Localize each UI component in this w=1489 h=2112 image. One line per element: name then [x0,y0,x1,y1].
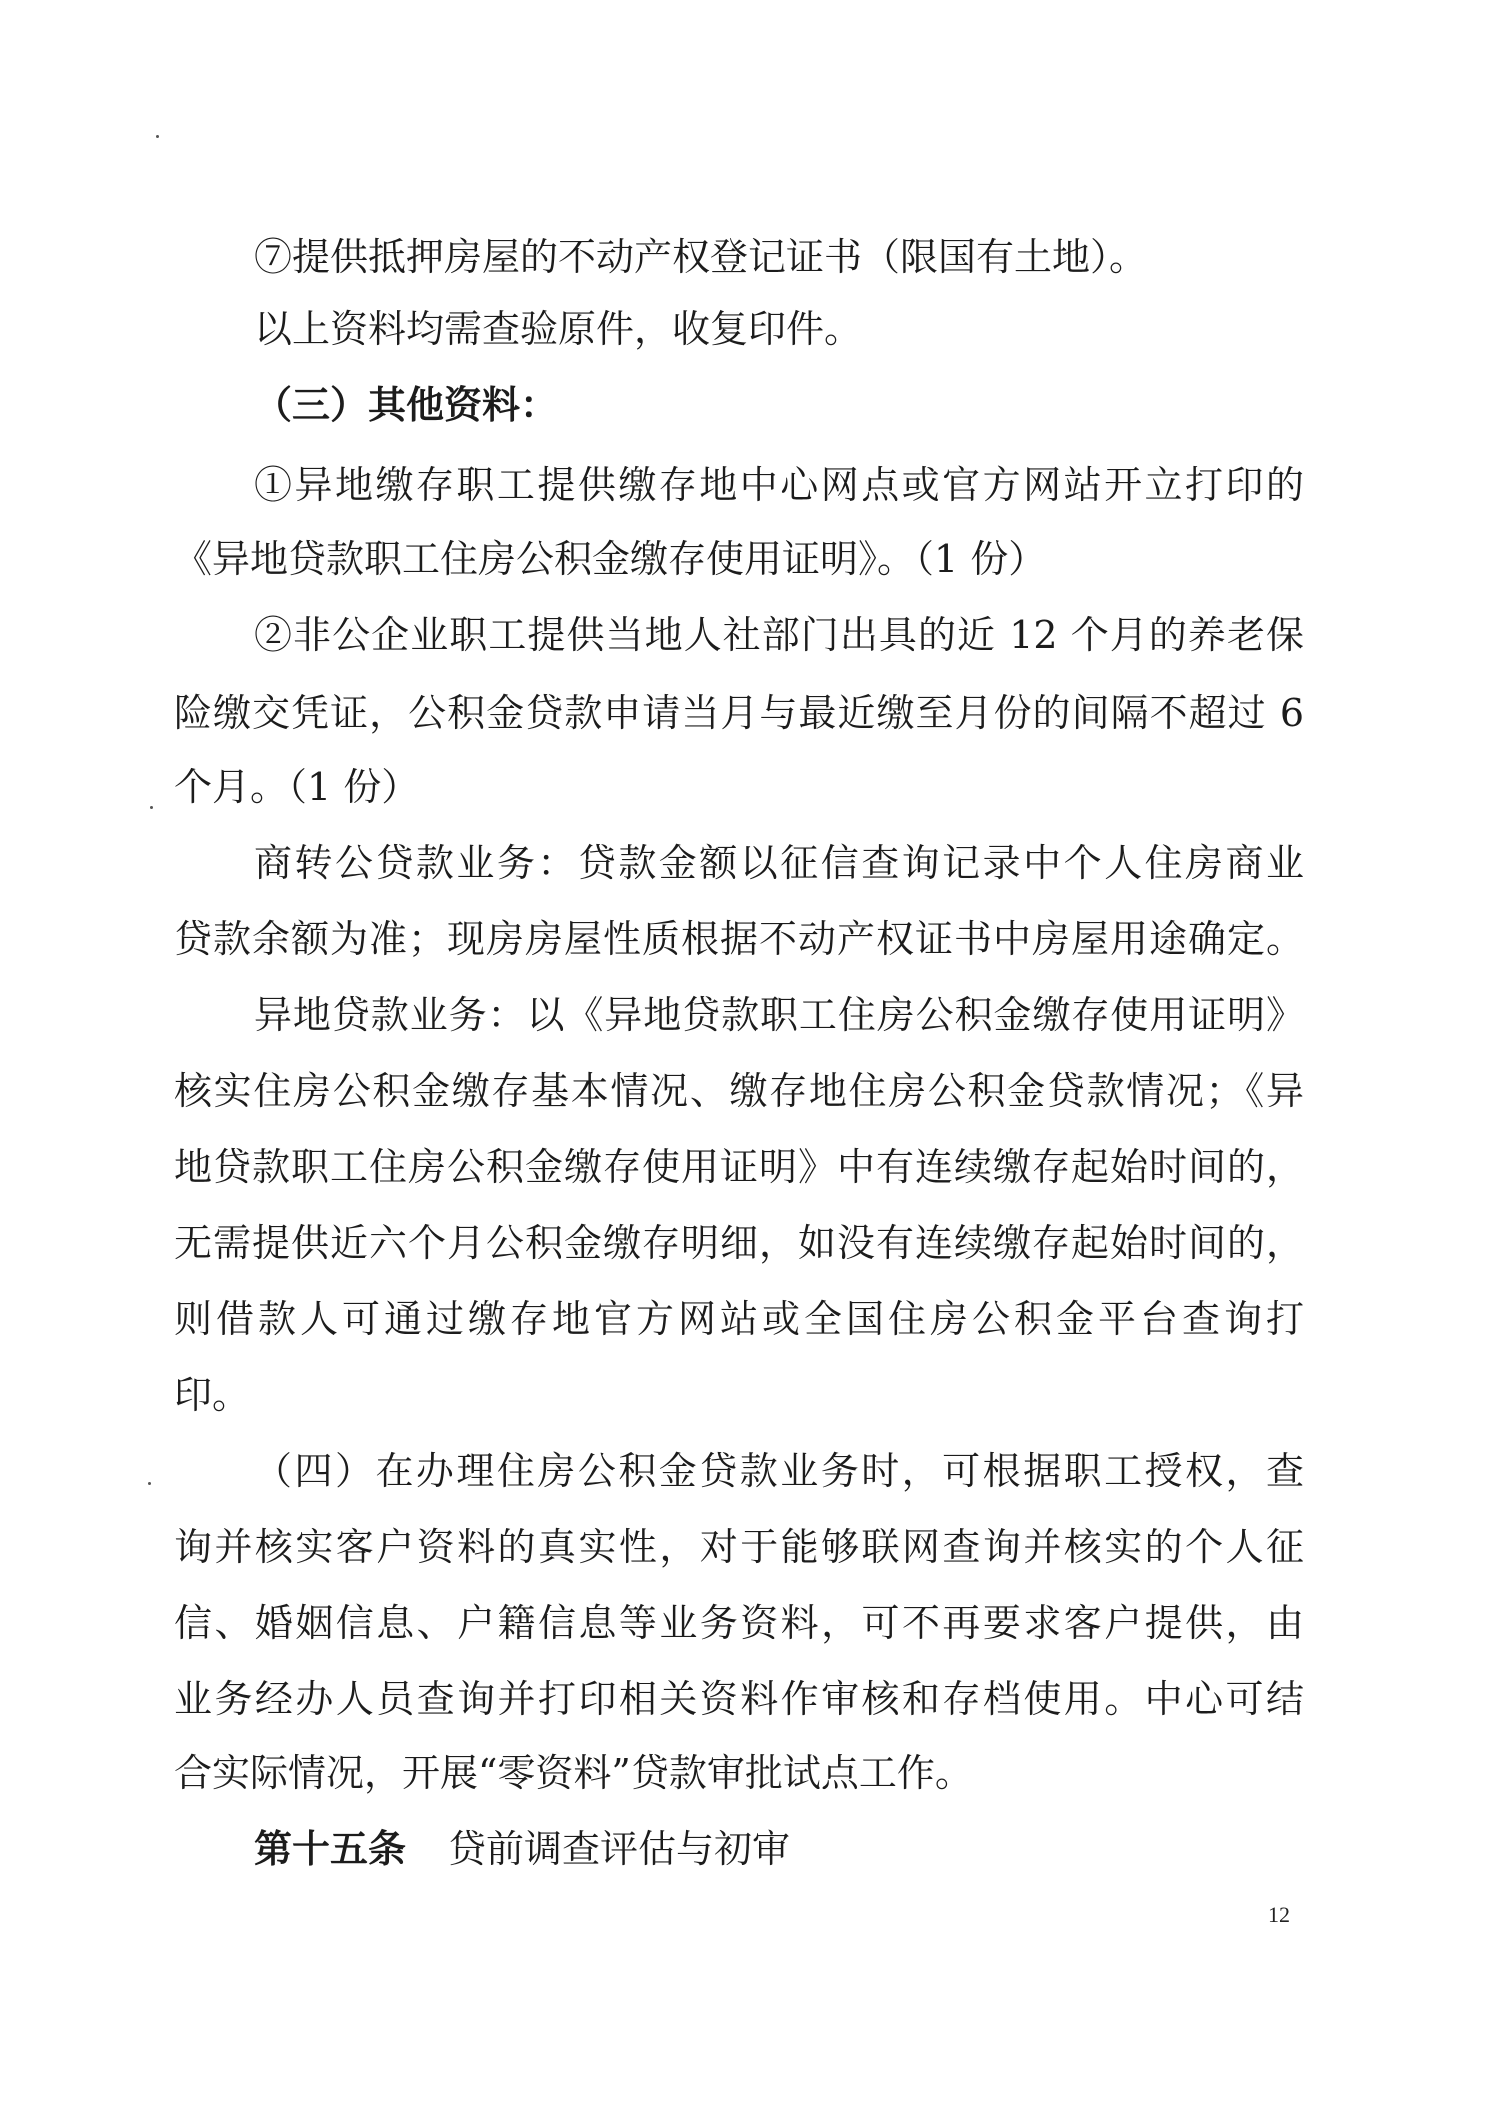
paragraph-line: ⑦提供抵押房屋的不动产权登记证书（限国有土地）。 [254,235,1148,279]
paragraph-line: 贷款余额为准；现房房屋性质根据不动产权证书中房屋用途确定。 [174,917,1304,961]
paragraph-line: 个月。（1 份） [174,765,420,809]
article-label: 第十五条 [254,1827,407,1871]
page-number: 12 [1268,1902,1290,1927]
paragraph-line: 无需提供近六个月公积金缴存明细，如没有连续缴存起始时间的， [174,1221,1304,1265]
section-heading: （三）其他资料： [254,383,559,427]
paragraph-line: 则借款人可通过缴存地官方网站或全国住房公积金平台查询打 [174,1297,1304,1341]
scan-speck [148,1482,151,1485]
scan-speck [156,135,159,138]
scan-speck [150,806,153,809]
paragraph-line: 印。 [174,1373,251,1417]
article-title: 贷前调查评估与初审 [448,1827,791,1871]
article-heading [254,1824,1384,1874]
paragraph-line: 商转公贷款业务：贷款金额以征信查询记录中个人住房商业 [254,841,1304,885]
paragraph-line: 核实住房公积金缴存基本情况、缴存地住房公积金贷款情况；《异 [174,1069,1304,1113]
paragraph-line: 地贷款职工住房公积金缴存使用证明》中有连续缴存起始时间的， [174,1145,1304,1189]
paragraph-line: ①异地缴存职工提供缴存地中心网点或官方网站开立打印的 [254,463,1304,507]
paragraph-line: 信、婚姻信息、户籍信息等业务资料，可不再要求客户提供，由 [174,1601,1304,1645]
paragraph-line: （四）在办理住房公积金贷款业务时，可根据职工授权，查 [254,1449,1304,1493]
paragraph-line: 询并核实客户资料的真实性，对于能够联网查询并核实的个人征 [174,1525,1304,1569]
paragraph-line: ②非公企业职工提供当地人社部门出具的近 12 个月的养老保 [254,613,1304,657]
paragraph-line: 业务经办人员查询并打印相关资料作审核和存档使用。中心可结 [174,1677,1304,1721]
paragraph-line: 合实际情况，开展“零资料”贷款审批试点工作。 [174,1751,973,1795]
paragraph-line: 险缴交凭证，公积金贷款申请当月与最近缴至月份的间隔不超过 6 [174,691,1304,735]
paragraph-line: 异地贷款业务：以《异地贷款职工住房公积金缴存使用证明》 [254,993,1304,1037]
paragraph-line: 《异地贷款职工住房公积金缴存使用证明》。（1 份） [174,537,1047,581]
paragraph-line: 以上资料均需查验原件，收复印件。 [254,307,863,351]
